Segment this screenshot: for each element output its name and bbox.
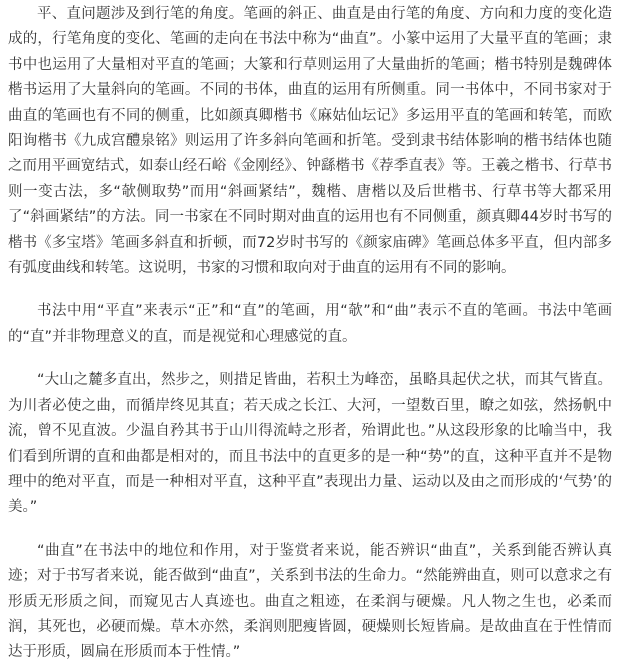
- paragraph-angle-of-strokes: 平、直问题涉及到行笔的角度。笔画的斜正、曲直是由行笔的角度、方向和力度的变化造成的，行笔角度的变化、笔画的走向在书法中称为“曲直”。小篆中运用了大量平直的笔画；隶书中也运用了大量相对平直的笔画；大篆和行草则运用了大量曲折的笔画；楷书特别是魏碑体楷书运用了大量斜向的笔画。不同的书体，曲直的运用有所侧重。同一书体中，不同书家对于曲直的笔画也有不同的侧重，比如颜真卿楷书《麻姑仙坛记》多运用平直的笔画和转笔，而欧阳询楷书《九成宫醴泉铭》则运用了许多斜向笔画和折笔。受到隶书结体影响的楷书结体也随之而用平画宽结式，如泰山经石峪《金刚经》、钟繇楷书《荐季直表》等。王羲之楷书、行草书则一变古法，多“欹侧取势”而用“斜画紧结”，魏楷、唐楷以及后世楷书、行草书等大都采用了“斜画紧结”的方法。同一书家在不同时期对曲直的运用也有不同侧重，颜真卿44岁时书写的楷书《多宝塔》笔画多斜直和折顿，而72岁时书写的《颜家庙碑》笔画总体多平直，但内部多有弧度曲线和转笔。这说明，书家的习惯和取向对于曲直的运用有不同的影响。: [8, 6, 612, 277]
- paragraph-mountain-river-metaphor: “大山之麓多直出，然步之，则措足皆曲，若积土为峰峦，虽略具起伏之状，而其气皆直。为川者必使之曲，而循岸终见其直；若天成之长江、大河，一望数百里，瞭之如弦，然扬帆中流，曾不见直波。少温自矜其书于山川得流峙之形者，殆谓此也。”从这段形象的比喻当中，我们看到所谓的直和曲都是相对的，而且书法中的直更多的是一种“势”的直，这种平直并不是物理中的绝对平直，而是一种相对平直，这种平直”表现出力量、运动以及由之而形成的‘气势’的美。”: [8, 372, 612, 516]
- paragraph-straight-definition: 书法中用“平直”来表示“正”和“直”的笔画，用“欹”和“曲”表示不直的笔画。书法中笔画的“直”并非物理意义的直，而是视觉和心理感觉的直。: [8, 303, 612, 345]
- paragraph-role-of-curve-straight: “曲直”在书法中的地位和作用，对于鉴赏者来说，能否辨识“曲直”，关系到能否辨认真迹；对于书写者来说，能否做到“曲直”，关系到书法的生命力。“然能辨曲直，则可以意求之有形质无形质之间，而窥见古人真迹也。曲直之粗迹，在柔润与硬燥。凡人物之生也，必柔而润，其死也，必硬而燥。草木亦然，柔润则肥瘦皆圆，硬燥则长短皆扁。是故曲直在于性情而达于形质，圆扁在形质而本于性情。”: [8, 542, 612, 661]
